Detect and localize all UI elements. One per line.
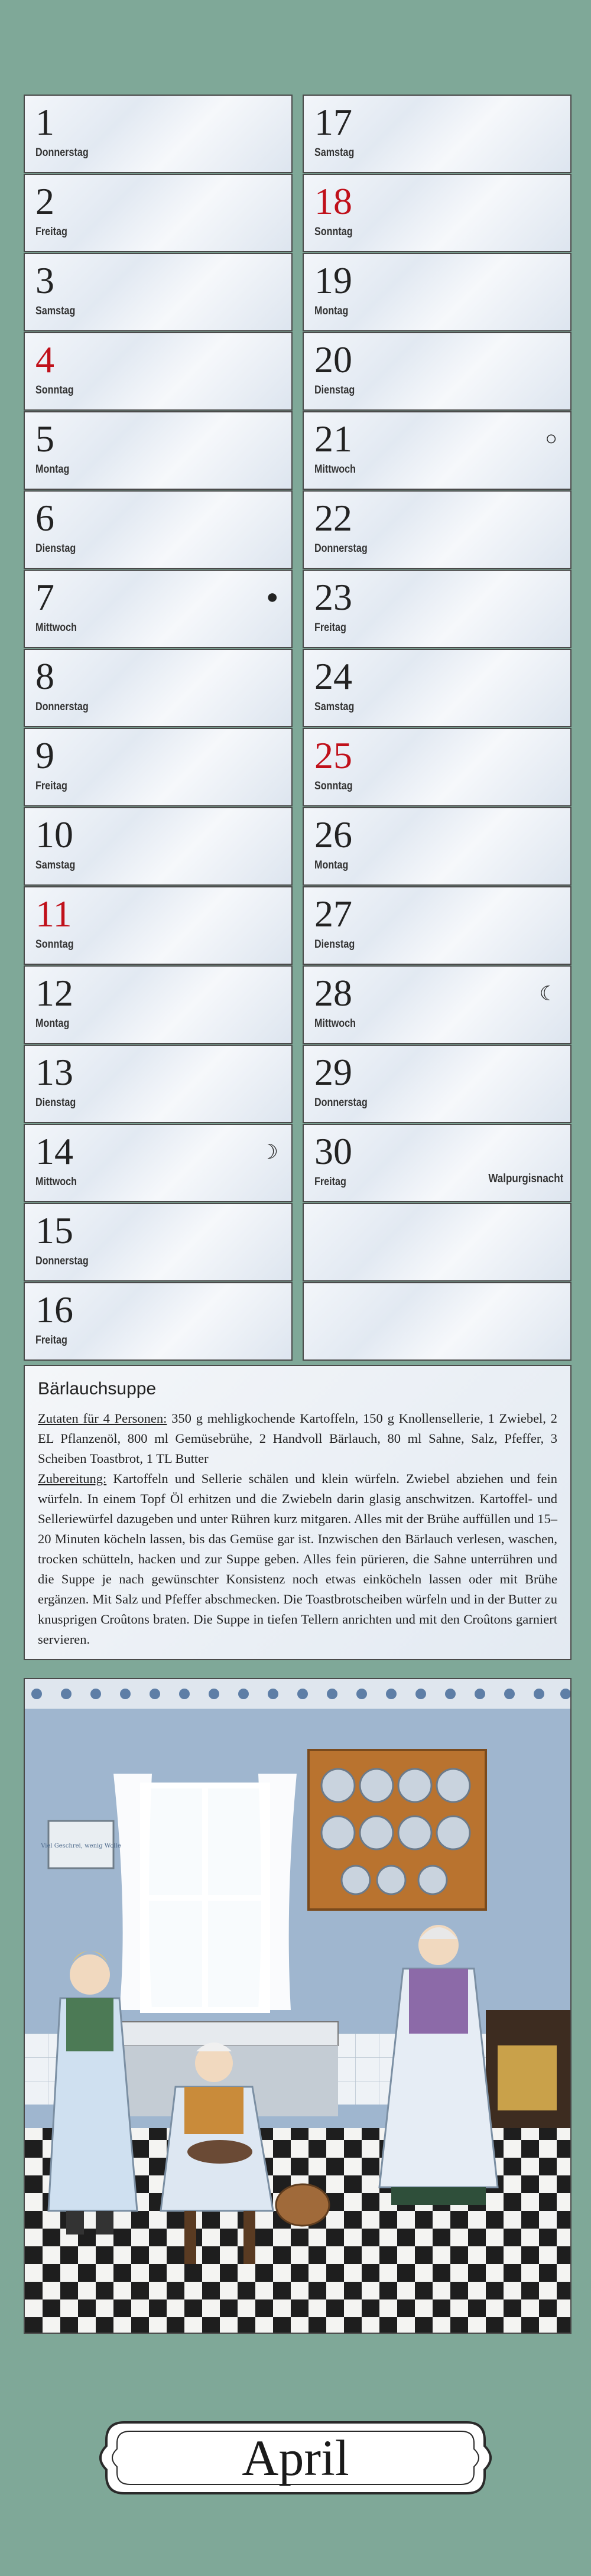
day-weekday: Samstag: [35, 859, 76, 871]
day-weekday: Donnerstag: [35, 147, 89, 159]
day-number: 17: [314, 101, 352, 143]
day-weekday: Mittwoch: [35, 622, 77, 634]
month-title: April: [242, 2429, 349, 2486]
day-number: 18: [314, 180, 352, 222]
day-cell: [303, 1124, 571, 1202]
day-number: 8: [35, 655, 54, 697]
day-weekday: Dienstag: [314, 938, 355, 951]
day-cell: [303, 965, 571, 1044]
day-number: 23: [314, 576, 352, 618]
counter: [102, 2022, 338, 2045]
day-number: 24: [314, 655, 352, 697]
day-weekday: Sonntag: [314, 780, 353, 792]
day-number: 9: [35, 734, 54, 776]
recipe-text: [38, 1409, 557, 1650]
moon-phase-icon: ○: [545, 428, 557, 450]
day-weekday: Montag: [314, 305, 349, 317]
day-cell: [24, 886, 293, 965]
day-weekday: Freitag: [314, 622, 346, 634]
day-weekday: Samstag: [35, 305, 76, 317]
day-weekday: Montag: [35, 463, 70, 476]
day-cell: [303, 649, 571, 727]
day-cell: [24, 1203, 293, 1282]
recipe-title: Bärlauchsuppe: [38, 1379, 157, 1398]
day-number: 1: [35, 101, 54, 143]
day-cell: [303, 570, 571, 648]
moon-phase-icon: ●: [266, 586, 278, 608]
day-cell: [24, 490, 293, 569]
calendar-column-right: [303, 95, 571, 1361]
empty-cell: [303, 1282, 571, 1361]
moon-phase-icon: ☾: [539, 983, 557, 1005]
day-cell: [24, 411, 293, 490]
day-cell: [303, 332, 571, 411]
day-cell: [303, 886, 571, 965]
day-cell: [303, 490, 571, 569]
day-weekday: Samstag: [314, 701, 355, 713]
day-cell: [24, 332, 293, 411]
day-weekday: Montag: [314, 859, 349, 871]
day-note: Walpurgisnacht: [488, 1172, 563, 1185]
day-weekday: Dienstag: [314, 384, 355, 396]
day-weekday: Sonntag: [314, 226, 353, 238]
day-weekday: Sonntag: [35, 938, 74, 951]
day-cell: [24, 253, 293, 331]
day-cell: [303, 807, 571, 886]
day-weekday: Dienstag: [35, 542, 76, 555]
day-cell: [303, 411, 571, 490]
day-number: 25: [314, 734, 352, 776]
day-weekday: Mittwoch: [314, 1017, 356, 1030]
day-cell: [24, 1045, 293, 1123]
day-number: 12: [35, 972, 73, 1014]
day-number: 4: [35, 339, 54, 380]
day-number: 22: [314, 497, 352, 539]
recipe-box: [24, 1365, 571, 1660]
ingredients-text: 350 g mehligkochende Kartoffeln, 150 g Knollensellerie, 1 Zwiebel, 2 EL Pflanzenöl, 800 ml Gemüsebrühe, 2 Handvoll Bärlauch, 80 ml Sahne, Salz, Pfeffer, 3 Scheiben Toastbrot, 1 TL Butter: [38, 1411, 557, 1466]
calendar-column-left: [24, 95, 293, 1361]
day-weekday: Mittwoch: [314, 463, 356, 476]
day-number: 16: [35, 1289, 73, 1331]
day-number: 19: [314, 259, 352, 301]
day-weekday: Freitag: [35, 1334, 67, 1346]
day-cell: [303, 253, 571, 331]
kitchen-illustration: [24, 1678, 571, 2334]
day-cell: [24, 649, 293, 727]
day-number: 30: [314, 1130, 352, 1172]
day-weekday: Freitag: [35, 780, 67, 792]
day-number: 15: [35, 1209, 73, 1251]
day-number: 28: [314, 972, 352, 1014]
day-weekday: Freitag: [35, 226, 67, 238]
day-cell: [24, 174, 293, 252]
day-cell: [303, 174, 571, 252]
basket: [276, 2184, 329, 2226]
day-weekday: Donnerstag: [314, 1097, 368, 1109]
day-number: 2: [35, 180, 54, 222]
day-cell: [24, 965, 293, 1044]
day-number: 27: [314, 893, 352, 935]
day-cell: [24, 807, 293, 886]
day-cell: [303, 1045, 571, 1123]
day-number: 6: [35, 497, 54, 539]
day-weekday: Samstag: [314, 147, 355, 159]
day-number: 7: [35, 576, 54, 618]
day-number: 26: [314, 814, 352, 856]
day-cell: [303, 728, 571, 806]
day-weekday: Donnerstag: [35, 701, 89, 713]
day-cell: [24, 1282, 293, 1361]
prep-text: Kartoffeln und Sellerie schälen und klein würfeln. Zwiebel abziehen und fein würfeln. In einem Topf Öl erhitzen und die Zwiebeln darin glasig anschwitzen. Kartoffel- und Selleriewürfel dazugeben und unter Rühren kurz mitgaren. Alles mit der Brühe auffüllen und 15–20 Minuten köcheln lassen, bis das Gemüse gar ist. Inzwischen den Bärlauch verlesen, waschen, trocken schütteln, hacken und zur Suppe geben. Alles fein pürieren, die Sahne unterrühren und die Suppe je nach gewünschter Konsistenz noch etwas einköcheln lassen oder mit Brühe ergänzen. Mit Salz und Pfeffer abschmecken. Die Toastbrotscheiben würfeln und in der Butter zu knusprigen Croûtons braten. Die Suppe in tiefen Tellern anrichten und mit den Croûtons garniert servieren.: [38, 1471, 557, 1647]
empty-cell: [303, 1203, 571, 1282]
day-cell: [24, 1124, 293, 1202]
day-number: 11: [35, 893, 72, 935]
day-number: 29: [314, 1051, 352, 1093]
day-weekday: Montag: [35, 1017, 70, 1030]
day-number: 21: [314, 418, 352, 460]
day-weekday: Dienstag: [35, 1097, 76, 1109]
day-weekday: Mittwoch: [35, 1176, 77, 1188]
wall-sign-text: Viel Geschrei, wenig Wolle: [41, 1843, 121, 1849]
day-weekday: Freitag: [314, 1176, 346, 1188]
day-cell: [303, 95, 571, 173]
day-weekday: Donnerstag: [35, 1255, 89, 1267]
day-number: 14: [35, 1130, 73, 1172]
moon-phase-icon: ☽: [260, 1141, 278, 1163]
day-cell: [24, 95, 293, 173]
day-number: 10: [35, 814, 73, 856]
month-banner: [89, 2399, 502, 2517]
ingredients-label: Zutaten für 4 Personen:: [38, 1411, 167, 1426]
day-cell: [24, 570, 293, 648]
day-number: 13: [35, 1051, 73, 1093]
day-weekday: Sonntag: [35, 384, 74, 396]
kitchen-scene: [25, 1679, 570, 2333]
day-number: 5: [35, 418, 54, 460]
day-cell: [24, 728, 293, 806]
prep-label: Zubereitung:: [38, 1471, 107, 1486]
day-weekday: Donnerstag: [314, 542, 368, 555]
day-number: 3: [35, 259, 54, 301]
day-number: 20: [314, 339, 352, 380]
